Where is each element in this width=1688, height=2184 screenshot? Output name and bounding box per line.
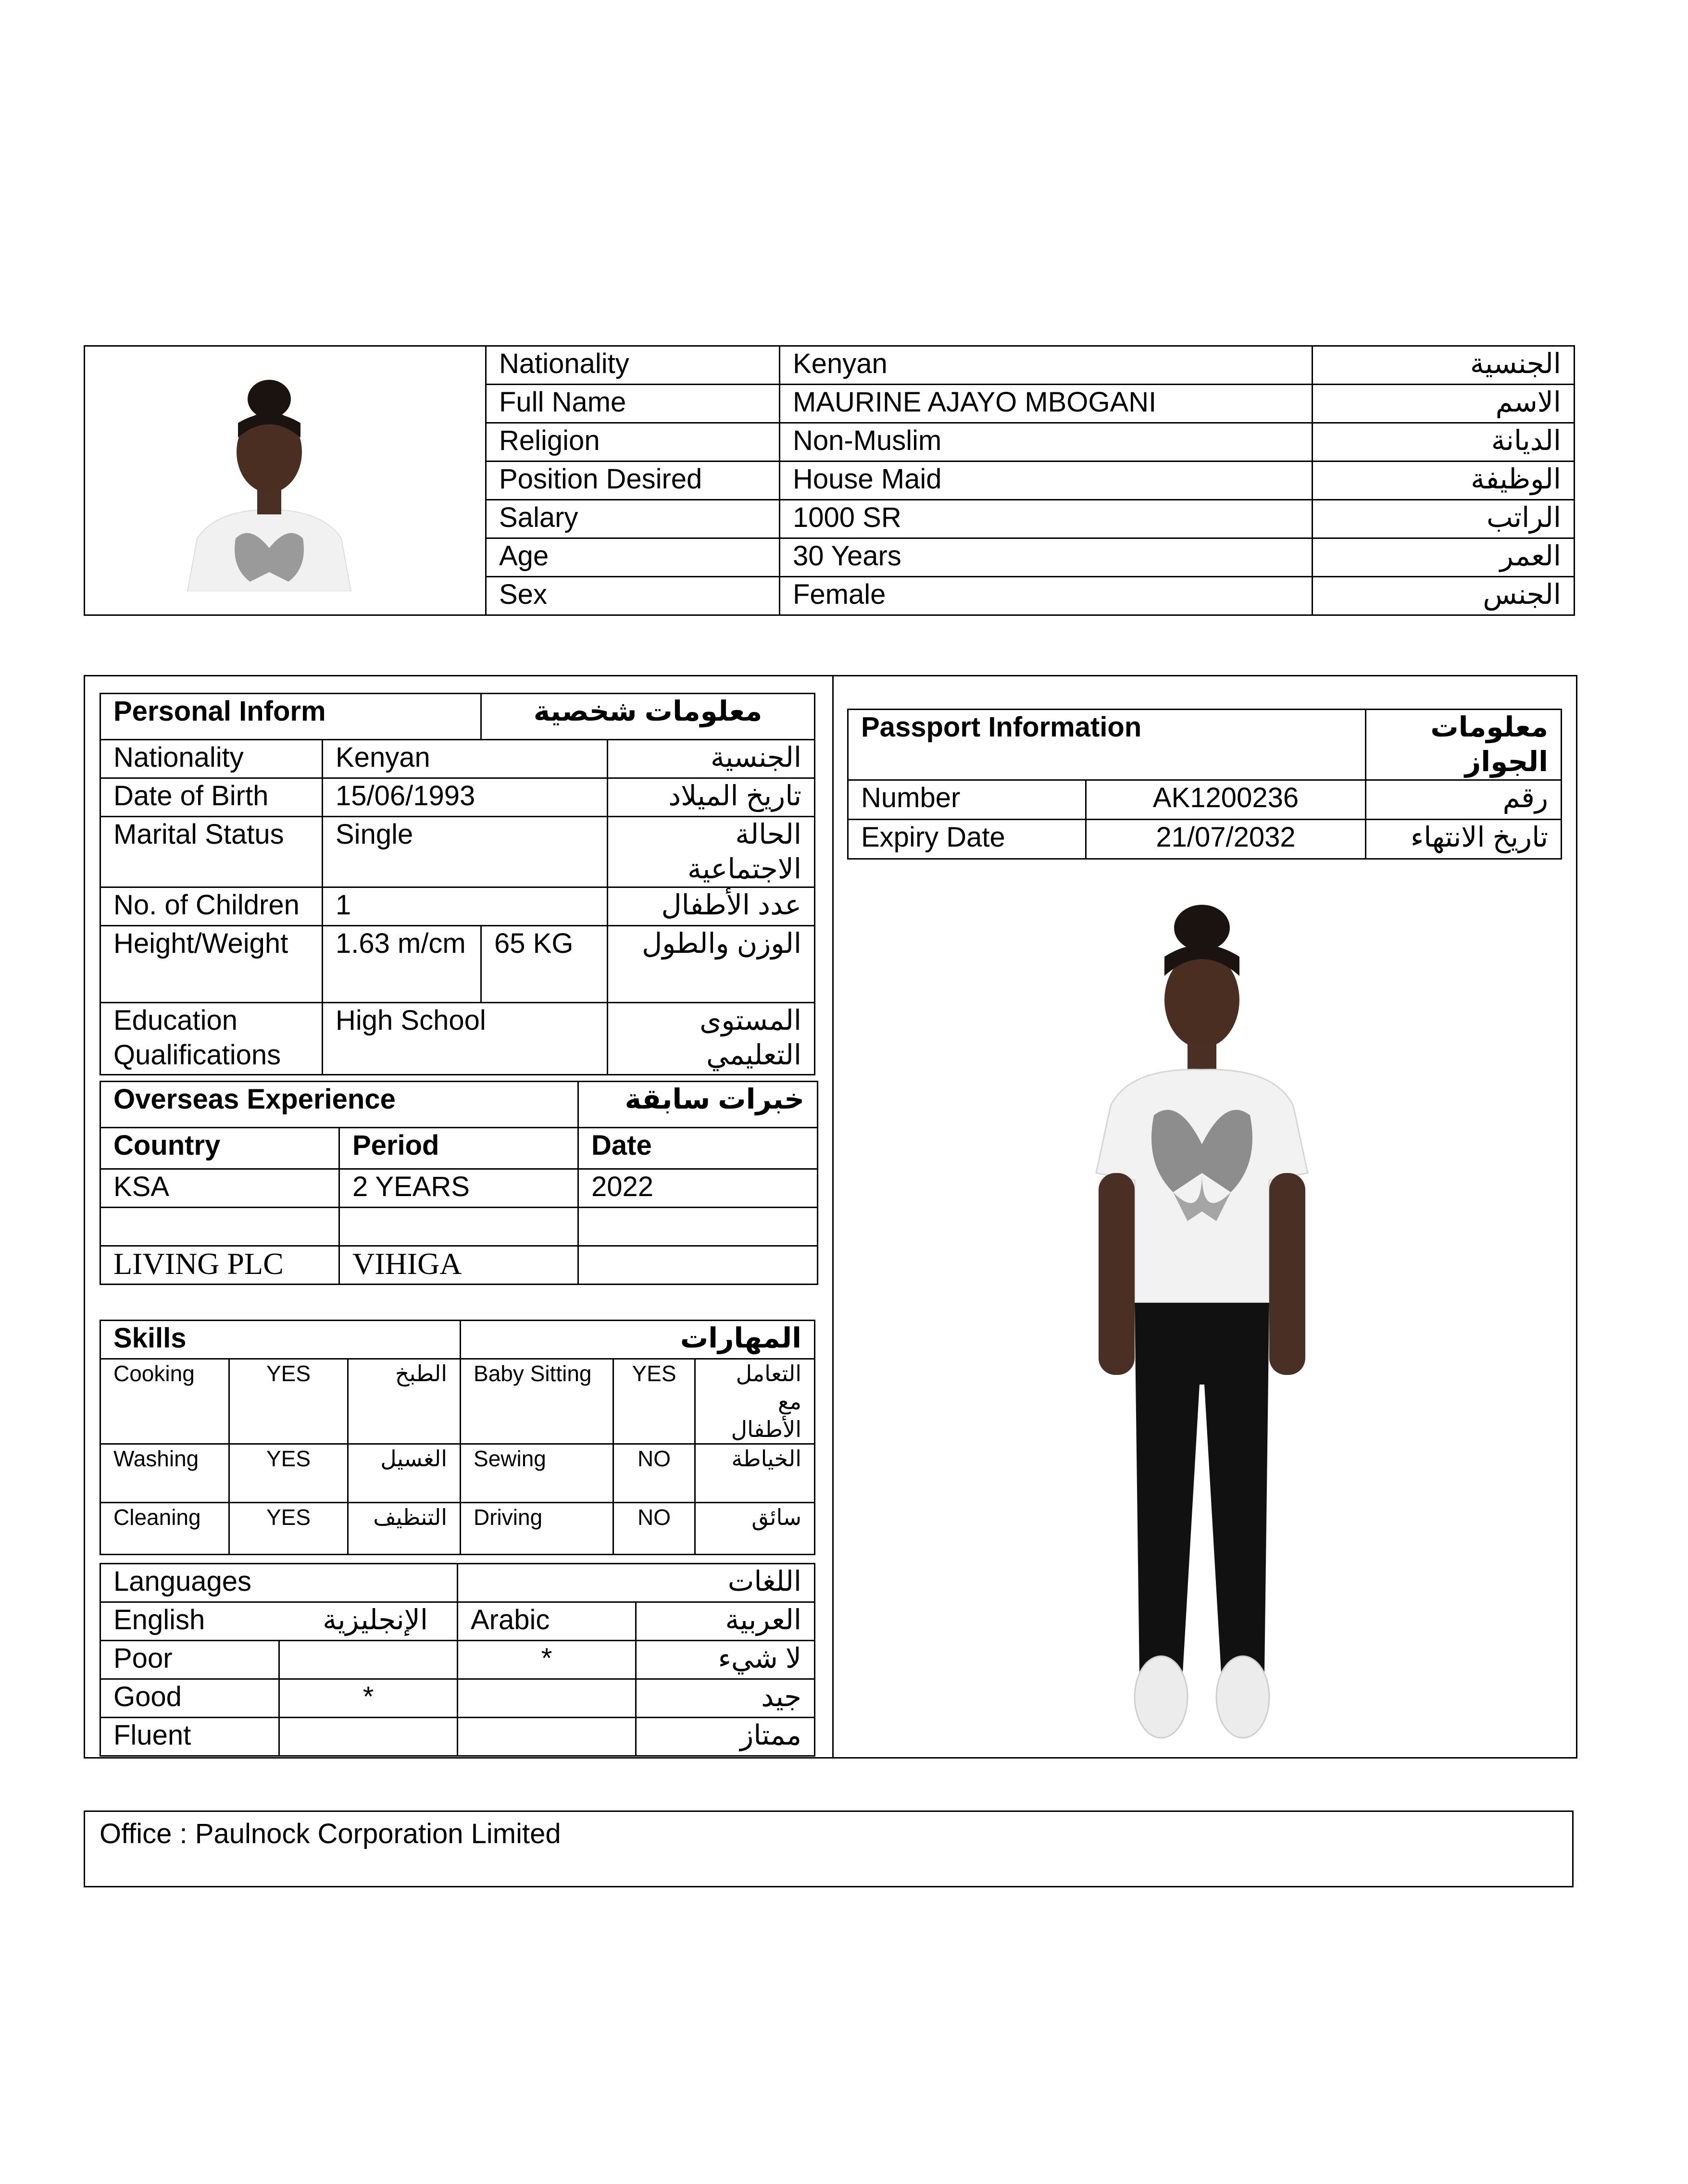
weight-value: 65 KG — [481, 926, 608, 1003]
label-cell: Age — [486, 538, 780, 577]
arabic-label: الوظيفة — [1313, 462, 1575, 500]
period-cell: 2 YEARS — [339, 1169, 578, 1208]
arabic-label: الجنسية — [1313, 346, 1575, 385]
table-row — [100, 1128, 818, 1169]
label-cell: Expiry Date — [848, 820, 1086, 859]
table-row — [486, 462, 1575, 500]
country-cell: KSA — [100, 1169, 339, 1208]
table-row — [486, 500, 1575, 538]
section-title-arabic: معلومات الجواز — [1366, 710, 1562, 780]
skill-arabic: الطبخ — [348, 1359, 461, 1444]
section-title-arabic: اللغات — [458, 1564, 815, 1602]
date-cell — [578, 1246, 818, 1285]
section-title-arabic: خبرات سابقة — [578, 1082, 818, 1128]
arabic-label: الوزن والطول — [608, 926, 815, 1003]
arabic-label: الجنس — [1313, 577, 1575, 615]
english-label: English — [113, 1604, 205, 1635]
table-row — [100, 1246, 818, 1285]
arabic-label: الحالة الاجتماعية — [608, 817, 815, 887]
label-cell: Number — [848, 780, 1086, 820]
table-row — [100, 740, 815, 778]
table-row — [486, 577, 1575, 615]
table-row — [100, 1444, 815, 1503]
skill-value: NO — [613, 1503, 695, 1555]
skill-value: YES — [613, 1359, 695, 1444]
table-row — [486, 423, 1575, 462]
table-row — [100, 1082, 818, 1128]
label-cell: Marital Status — [100, 817, 323, 887]
value-cell: Kenyan — [323, 740, 608, 778]
office-text: Office : Paulnock Corporation Limited — [100, 1818, 561, 1849]
value-cell: Non-Muslim — [780, 423, 1313, 462]
value-cell: 21/07/2032 — [1086, 820, 1366, 859]
arabic-label: رقم — [1366, 780, 1562, 820]
label-cell: Date of Birth — [100, 778, 323, 817]
arabic-header: Arabic — [458, 1602, 636, 1641]
table-row — [486, 346, 1575, 385]
country-cell — [100, 1208, 339, 1246]
value-cell: Single — [323, 817, 608, 887]
height-value: 1.63 m/cm — [323, 926, 481, 1003]
skill-arabic: سائق — [695, 1503, 815, 1555]
label-cell: No. of Children — [100, 887, 323, 926]
english-header — [100, 1602, 458, 1641]
section-title: Languages — [100, 1564, 458, 1602]
column-header: Date — [578, 1128, 818, 1169]
skill-value: YES — [229, 1503, 348, 1555]
value-cell: AK1200236 — [1086, 780, 1366, 820]
arabic-mark: * — [458, 1641, 636, 1679]
arabic-label: الديانة — [1313, 423, 1575, 462]
table-row — [100, 887, 815, 926]
table-row — [848, 820, 1562, 859]
section-title-arabic: المهارات — [461, 1321, 815, 1359]
period-cell: VIHIGA — [339, 1246, 578, 1285]
portrait-photo — [178, 365, 361, 591]
level-label: Fluent — [100, 1718, 279, 1756]
full-body-photo — [1058, 904, 1346, 1740]
skill-name: Cooking — [100, 1359, 229, 1444]
date-cell: 2022 — [578, 1169, 818, 1208]
value-cell: 15/06/1993 — [323, 778, 608, 817]
table-row — [486, 385, 1575, 423]
english-mark — [279, 1718, 458, 1756]
column-header: Period — [339, 1128, 578, 1169]
arabic-label: الجنسية — [608, 740, 815, 778]
value-cell: 30 Years — [780, 538, 1313, 577]
table-row — [100, 1718, 815, 1756]
arabic-label: العمر — [1313, 538, 1575, 577]
label-cell: Sex — [486, 577, 780, 615]
skill-name: Sewing — [461, 1444, 613, 1503]
section-title-arabic: معلومات شخصية — [481, 694, 815, 740]
overseas-experience-table — [100, 1081, 818, 1285]
section-title: Personal Inform — [100, 694, 481, 740]
table-row — [100, 817, 815, 887]
skill-arabic: الغسيل — [348, 1444, 461, 1503]
value-cell: 1000 SR — [780, 500, 1313, 538]
table-row — [486, 538, 1575, 577]
value-cell: 1 — [323, 887, 608, 926]
arabic-label: تاريخ الميلاد — [608, 778, 815, 817]
label-cell: Full Name — [486, 385, 780, 423]
table-row — [100, 778, 815, 817]
level-arabic: ممتاز — [636, 1718, 815, 1756]
label-cell: Religion — [486, 423, 780, 462]
arabic-label: الراتب — [1313, 500, 1575, 538]
value-cell: High School — [323, 1003, 608, 1075]
arabic-mark — [458, 1679, 636, 1718]
table-row — [100, 1503, 815, 1555]
skill-arabic: الخياطة — [695, 1444, 815, 1503]
skill-value: YES — [229, 1444, 348, 1503]
office-footer — [84, 1810, 1574, 1887]
skills-table — [100, 1320, 815, 1555]
table-row — [100, 1169, 818, 1208]
skill-name: Baby Sitting — [461, 1359, 613, 1444]
label-cell: Position Desired — [486, 462, 780, 500]
passport-info-table — [847, 709, 1562, 860]
section-title: Overseas Experience — [100, 1082, 578, 1128]
label-cell: Nationality — [486, 346, 780, 385]
languages-table — [100, 1563, 815, 1757]
country-cell: LIVING PLC — [100, 1246, 339, 1285]
skill-arabic: التعامل مع الأطفال — [695, 1359, 815, 1444]
skill-value: YES — [229, 1359, 348, 1444]
english-label-arabic: الإنجليزية — [323, 1604, 428, 1635]
table-row — [100, 1641, 815, 1679]
level-arabic: جيد — [636, 1679, 815, 1718]
table-row — [100, 1359, 815, 1444]
section-title: Passport Information — [848, 710, 1366, 780]
value-cell: Kenyan — [780, 346, 1313, 385]
english-mark — [279, 1641, 458, 1679]
label-cell: Nationality — [100, 740, 323, 778]
table-row — [100, 1321, 815, 1359]
skill-name: Cleaning — [100, 1503, 229, 1555]
label-cell: Height/Weight — [100, 926, 323, 1003]
period-cell — [339, 1208, 578, 1246]
skill-arabic: التنظيف — [348, 1503, 461, 1555]
arabic-label: عدد الأطفال — [608, 887, 815, 926]
table-row — [848, 710, 1562, 780]
table-row — [848, 780, 1562, 820]
skill-name: Driving — [461, 1503, 613, 1555]
value-cell: House Maid — [780, 462, 1313, 500]
date-cell — [578, 1208, 818, 1246]
english-mark: * — [279, 1679, 458, 1718]
table-row — [100, 1564, 815, 1602]
table-row — [100, 1679, 815, 1718]
table-row — [100, 1208, 818, 1246]
column-header: Country — [100, 1128, 339, 1169]
value-cell: Female — [780, 577, 1313, 615]
table-row — [100, 694, 815, 740]
header-info-table — [485, 345, 1575, 616]
level-arabic: لا شيء — [636, 1641, 815, 1679]
table-row — [100, 926, 815, 1003]
arabic-mark — [458, 1718, 636, 1756]
arabic-label: الاسم — [1313, 385, 1575, 423]
personal-info-table — [100, 693, 815, 1075]
table-row — [100, 1003, 815, 1075]
level-label: Good — [100, 1679, 279, 1718]
section-title: Skills — [100, 1321, 461, 1359]
skill-value: NO — [613, 1444, 695, 1503]
value-cell: MAURINE AJAYO MBOGANI — [780, 385, 1313, 423]
level-label: Poor — [100, 1641, 279, 1679]
label-cell: Salary — [486, 500, 780, 538]
arabic-header-arabic: العربية — [636, 1602, 815, 1641]
table-row — [100, 1602, 815, 1641]
skill-name: Washing — [100, 1444, 229, 1503]
arabic-label: المستوى التعليمي — [608, 1003, 815, 1075]
label-cell: Education Qualifications — [100, 1003, 323, 1075]
arabic-label: تاريخ الانتهاء — [1366, 820, 1562, 859]
